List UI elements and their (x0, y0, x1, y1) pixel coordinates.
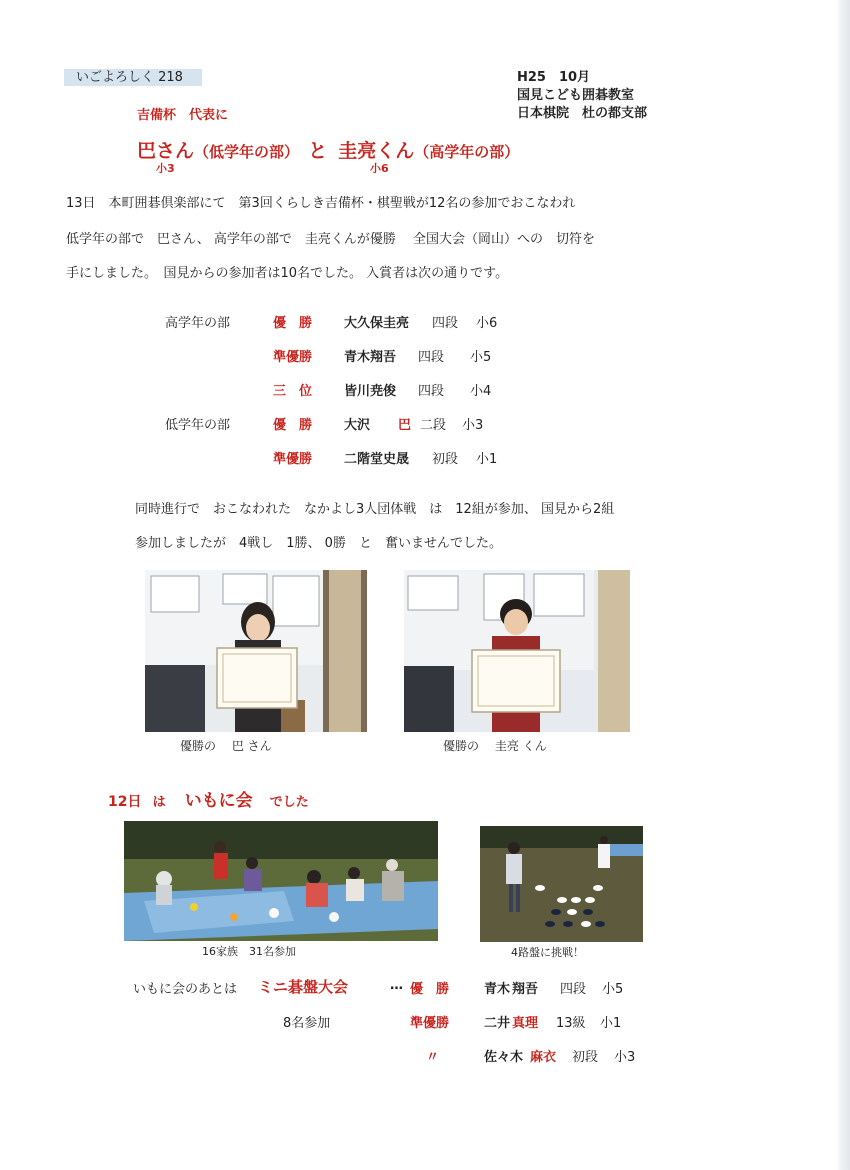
winner-name: 二階堂史晟 (344, 452, 410, 467)
page-title (137, 136, 519, 163)
intro-line-2: 低学年の部で 巴さん、 高学年の部で 圭亮くんが優勝 全国大会（岡山）への 切符を (66, 232, 596, 247)
caption-photo-4: 4路盤に挑戦！ (511, 946, 584, 959)
grade-1: 小3 (156, 162, 175, 175)
issue-date: H25 10月 (517, 70, 591, 85)
imoni-heading (108, 786, 309, 811)
branch-name: 日本棋院 杜の都支部 (517, 106, 648, 121)
photo-4-board (480, 826, 643, 942)
mini-grade: 小3 (614, 1050, 636, 1065)
imoni-deshita: でした (269, 795, 309, 810)
title-and: と (308, 140, 328, 162)
photo-imoni-picnic (124, 821, 438, 941)
division-label: 低学年の部 (165, 418, 231, 433)
winner-grade: 小4 (470, 384, 492, 399)
intro-line-3: 手にしました。 国見からの参加者は10名でした。 入賞者は次の通りです。 (66, 266, 509, 281)
winner-rank: 四段 (418, 384, 445, 399)
mini-place: 準優勝 (410, 1016, 450, 1031)
team-line-1: 同時進行で おこなわれた なかよし3人団体戦 は 12組が参加、 国見から2組 (135, 502, 615, 517)
title-lead: 吉備杯 代表に (137, 108, 229, 123)
mini-given-name: 翔吾 (512, 982, 539, 997)
place-label: 三 位 (273, 384, 313, 399)
mini-event-title: ミニ碁盤大会 (258, 978, 349, 996)
mini-given-name: 真理 (512, 1016, 539, 1031)
winner-name-1: 巴さん (137, 140, 195, 162)
place-label: 準優勝 (273, 452, 313, 467)
mini-rank: 初段 (572, 1050, 599, 1065)
mini-name: 青木 (484, 982, 511, 997)
mini-rank: 13級 (556, 1016, 586, 1031)
place-label: 準優勝 (273, 350, 313, 365)
winner-rank: 初段 (432, 452, 459, 467)
winner-name: 大久保圭亮 (344, 316, 410, 331)
imoni-wa: は (152, 795, 166, 810)
photo-winner-girl (145, 570, 367, 732)
mini-name: 佐々木 (484, 1050, 524, 1065)
mini-dots: … (390, 978, 403, 993)
mini-intro: いもに会のあとは (133, 982, 238, 997)
caption-photo-3: 16家族 31名参加 (202, 945, 296, 958)
mini-name: 二井 (484, 1016, 511, 1031)
winner-name: 大沢 (344, 418, 371, 433)
photo-winner-boy (404, 570, 630, 732)
caption-photo-2: 優勝の 圭亮 くん (443, 739, 547, 753)
imoni-day: 12日 (108, 794, 142, 810)
division-2: （高学年の部） (414, 143, 520, 161)
winner-given-name: 巴 (398, 418, 412, 433)
winner-rank: 四段 (432, 316, 459, 331)
winner-name: 皆川尭俊 (344, 384, 397, 399)
mini-participants: 8名参加 (283, 1016, 331, 1031)
mini-given-name: 麻衣 (530, 1050, 557, 1065)
team-line-2: 参加しましたが 4戦し 1勝、 0勝 と 奮いませんでした。 (135, 536, 502, 551)
scan-edge (836, 0, 850, 1170)
winner-grade: 小5 (470, 350, 492, 365)
club-name: 国見こども囲碁教室 (517, 88, 635, 103)
division-1: （低学年の部） (194, 143, 300, 161)
winner-rank: 二段 (420, 418, 447, 433)
winner-name: 青木翔吾 (344, 350, 397, 365)
mini-rank: 四段 (560, 982, 587, 997)
place-label: 優 勝 (273, 418, 313, 433)
winner-rank: 四段 (418, 350, 445, 365)
mini-grade: 小5 (602, 982, 624, 997)
imoni-event: いもに会 (184, 791, 253, 811)
winner-name-2: 圭亮くん (338, 140, 415, 162)
winner-grade: 小3 (462, 418, 484, 433)
mini-grade: 小1 (600, 1016, 622, 1031)
winner-grade: 小1 (476, 452, 498, 467)
issue-tag: いごよろしく 218 (64, 69, 202, 86)
caption-photo-1: 優勝の 巴 さん (180, 739, 272, 753)
division-label: 高学年の部 (165, 316, 231, 331)
grade-2: 小6 (370, 162, 389, 175)
mini-place: 〃 (426, 1050, 440, 1065)
winner-grade: 小6 (476, 316, 498, 331)
intro-line-1: 13日 本町囲碁倶楽部にて 第3回くらしき吉備杯・棋聖戦が12名の参加でおこなわれ (66, 196, 576, 211)
mini-place: 優 勝 (410, 982, 450, 997)
place-label: 優 勝 (273, 316, 313, 331)
